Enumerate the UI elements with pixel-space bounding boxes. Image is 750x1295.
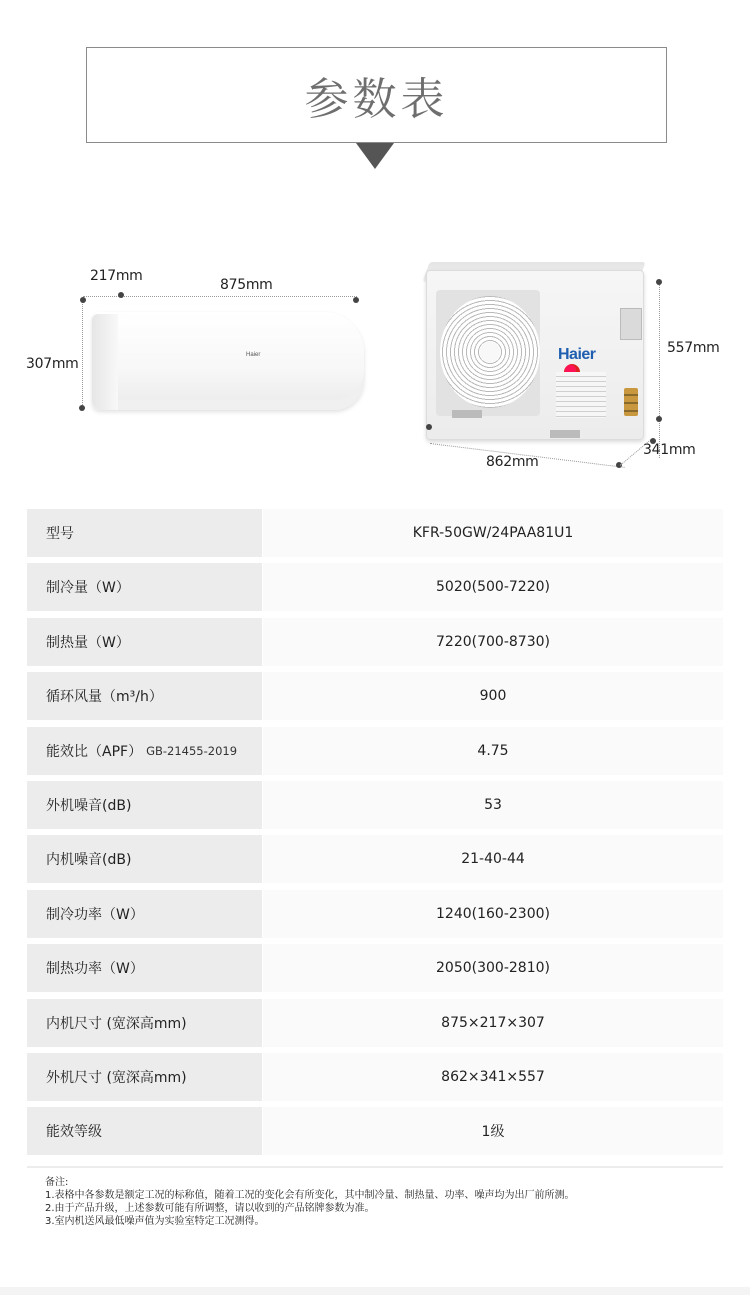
indoor-height-line: [82, 301, 83, 409]
valve-icon: [624, 388, 638, 416]
dim-dot: [656, 279, 662, 285]
spec-value: 5020(500-7220): [263, 563, 723, 611]
spec-label: 能效比（APF） GB-21455-2019: [27, 727, 262, 775]
bottom-strip: [0, 1287, 750, 1295]
dim-dot: [79, 405, 85, 411]
spec-value: 7220(700-8730): [263, 618, 723, 666]
unit-foot: [550, 430, 580, 438]
notes-heading: 备注:: [45, 1177, 69, 1188]
table-row: [27, 618, 723, 666]
side-box: [620, 308, 642, 340]
spec-label: 制热量（W）: [27, 618, 262, 666]
spec-value: 1240(160-2300): [263, 890, 723, 938]
spec-label-standard: GB-21455-2019: [146, 743, 238, 758]
note-line: 3.室内机送风最低噪声值为实验室特定工况测得。: [45, 1216, 265, 1227]
spec-value: 2050(300-2810): [263, 944, 723, 992]
indoor-height-label: 307mm: [26, 356, 79, 372]
spec-label: 能效等级: [27, 1107, 262, 1155]
indoor-depth-label: 217mm: [90, 268, 143, 284]
spec-label: 循环风量（m³/h）: [27, 672, 262, 720]
table-divider: [27, 1166, 723, 1168]
dim-dot: [426, 424, 432, 430]
outdoor-depth-label: 341mm: [643, 442, 696, 458]
indoor-unit-image: [92, 312, 364, 410]
title-box: [86, 47, 667, 143]
fan-icon: [440, 296, 540, 408]
spec-table: [27, 509, 723, 1155]
indoor-width-label: 875mm: [220, 277, 273, 293]
table-row: [27, 944, 723, 992]
page-title: 参数表: [304, 74, 449, 125]
panel-vent: [556, 372, 606, 418]
spec-label: 外机尺寸 (宽深高mm): [27, 1053, 262, 1101]
table-row: [27, 781, 723, 829]
dim-dot: [656, 416, 662, 422]
dim-dot: [118, 292, 124, 298]
note-line: 2.由于产品升级，上述参数可能有所调整，请以收到的产品铭牌参数为准。: [45, 1203, 375, 1214]
spec-value: 21-40-44: [263, 835, 723, 883]
spec-label: 制冷量（W）: [27, 563, 262, 611]
table-row: [27, 509, 723, 557]
spec-value: 53: [263, 781, 723, 829]
spec-value: 1级: [263, 1107, 723, 1155]
spec-label: 内机尺寸 (宽深高mm): [27, 999, 262, 1047]
down-arrow-icon: [356, 143, 394, 169]
note-line: 1.表格中各参数是额定工况的标称值，随着工况的变化会有所变化，其中制冷量、制热量、功率、噪声均为出厂前所测。: [45, 1190, 575, 1201]
spec-value: 900: [263, 672, 723, 720]
outdoor-height-line: [659, 282, 660, 458]
table-row: [27, 672, 723, 720]
table-row: [27, 999, 723, 1047]
table-row: [27, 727, 723, 775]
spec-label: 型号: [27, 509, 262, 557]
spec-label: 内机噪音(dB): [27, 835, 262, 883]
notes: [45, 1176, 575, 1228]
spec-value: 862×341×557: [263, 1053, 723, 1101]
table-row: [27, 1107, 723, 1155]
indoor-logo: Haier: [246, 352, 261, 358]
spec-value: 875×217×307: [263, 999, 723, 1047]
table-row: [27, 563, 723, 611]
dim-dot: [353, 297, 359, 303]
spec-value: 4.75: [263, 727, 723, 775]
unit-foot: [452, 410, 482, 418]
spec-value: KFR-50GW/24PAA81U1: [263, 509, 723, 557]
table-row: [27, 890, 723, 938]
brand-logo: Haier: [558, 346, 596, 363]
table-row: [27, 1053, 723, 1101]
outdoor-height-label: 557mm: [667, 340, 720, 356]
table-row: [27, 835, 723, 883]
spec-label: 制冷功率（W）: [27, 890, 262, 938]
indoor-width-line: [83, 296, 357, 297]
spec-label: 外机噪音(dB): [27, 781, 262, 829]
spec-label: 制热功率（W）: [27, 944, 262, 992]
outdoor-width-label: 862mm: [486, 454, 539, 470]
dim-dot: [80, 297, 86, 303]
indoor-unit-side: [92, 314, 118, 410]
